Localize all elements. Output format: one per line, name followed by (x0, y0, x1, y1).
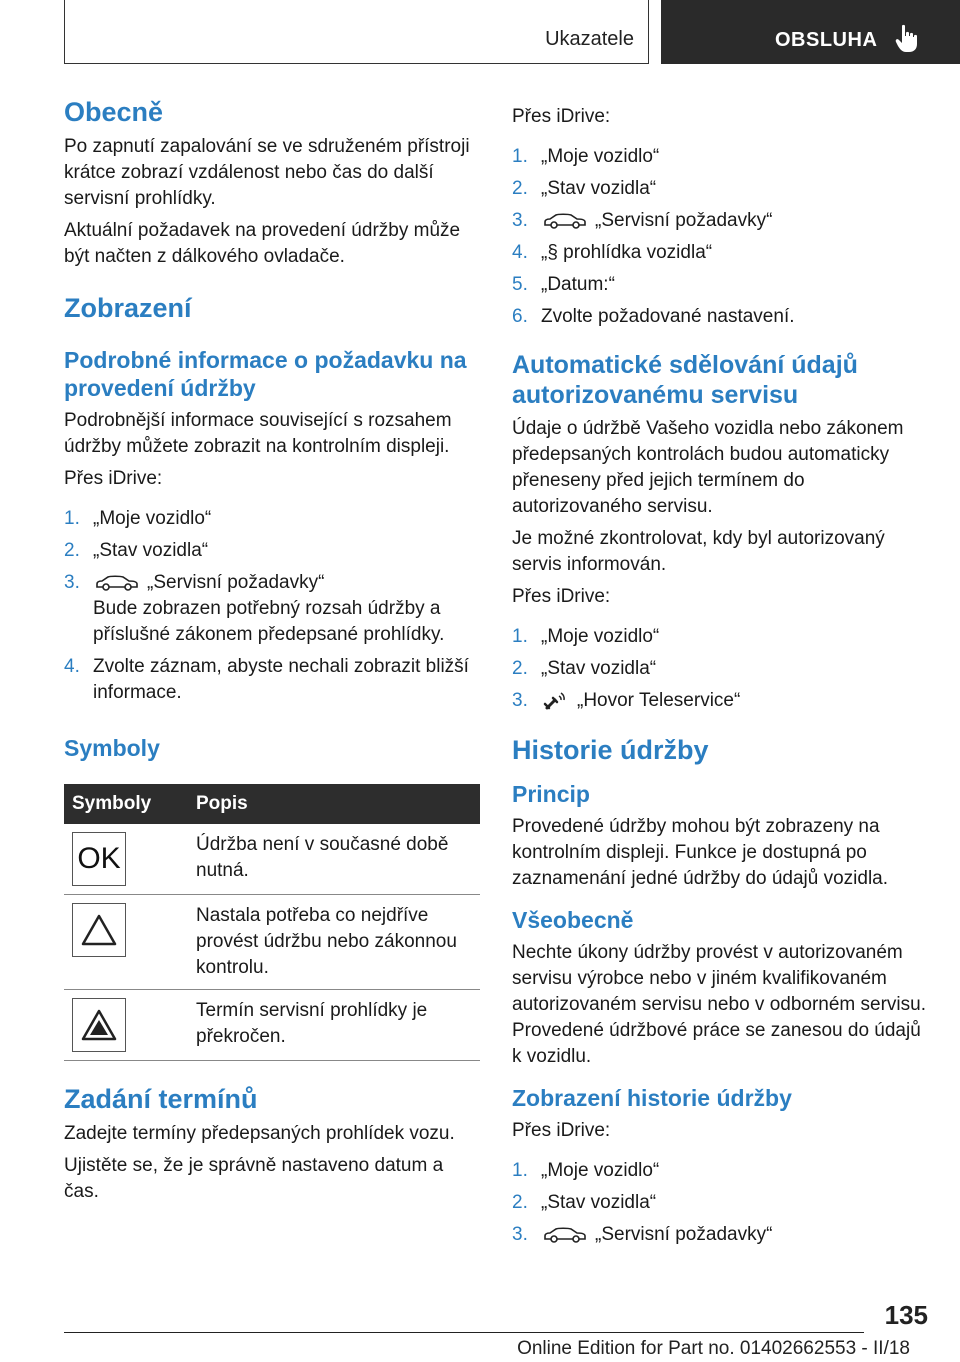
warning-triangle-filled-icon (72, 998, 126, 1052)
step-number: 3. (64, 572, 80, 593)
table-row (64, 990, 480, 1061)
para-obecne-1: Po zapnutí zapalování se ve sdruženém přístroji krátce zobrazí vzdálenost nebo čas do další servisní prohlídky. (64, 136, 470, 209)
pres-idrive: Přes iDrive: (512, 1120, 611, 1141)
para-vseobecne-2: Provedené údržbové práce se zanesou do údajů k vozidlu. (512, 1020, 921, 1067)
step-text: Zvolte požadované nastavení. (541, 306, 795, 327)
list-item (512, 240, 928, 266)
heading-zobrazeni-historie: Zobrazení historie údržby (512, 1085, 792, 1111)
table-cell: Nastala potřeba co nejdříve provést údržbu nebo zákonnou kontrolu. (188, 895, 480, 990)
step-text: „Moje vozidlo“ (541, 146, 660, 167)
step-number: 5. (512, 274, 528, 295)
step-number: 2. (64, 540, 80, 561)
list-item (512, 272, 928, 298)
right-column (512, 104, 928, 1254)
steps-list-right-3 (512, 1158, 928, 1248)
list-item (512, 1158, 928, 1184)
step-text: „Hovor Teleservice“ (577, 690, 741, 711)
para-zadani-1: Zadejte termíny předepsaných prohlídek vozu. (64, 1123, 455, 1144)
symbols-table (64, 784, 480, 1061)
step-number: 2. (512, 658, 528, 679)
step-text: „Datum:“ (541, 274, 615, 295)
step-number: 1. (64, 508, 80, 529)
footer-divider (64, 1332, 864, 1333)
step-number: 2. (512, 1192, 528, 1213)
step-number: 3. (512, 1224, 528, 1245)
heading-vseobecne: Všeobecně (512, 907, 634, 933)
car-icon (543, 1226, 587, 1244)
list-item (512, 656, 928, 682)
table-cell: Termín servisní prohlídky je překročen. (188, 990, 480, 1061)
list-item (512, 144, 928, 170)
list-item (64, 654, 480, 706)
table-cell: Údržba není v současné době nutná. (188, 824, 480, 895)
step-text: „Stav vozidla“ (541, 658, 657, 679)
table-header-popis: Popis (188, 784, 480, 824)
heading-automaticke: Automatické sdělování údajů autorizovanému servisu (512, 351, 858, 409)
list-item (512, 304, 928, 330)
list-item (512, 688, 928, 714)
heading-zadani: Zadání termínů (64, 1084, 258, 1114)
pres-idrive: Přes iDrive: (64, 468, 163, 489)
table-row (64, 895, 480, 990)
hand-pointer-icon (895, 24, 919, 54)
page-number: 135 (884, 1300, 928, 1330)
heading-historie: Historie údržby (512, 735, 709, 765)
para-obecne-2: Aktuální požadavek na provedení údržby může být načten z dálkového ovladače. (64, 220, 461, 267)
step-number: 4. (512, 242, 528, 263)
step-text: „Stav vozidla“ (541, 1192, 657, 1213)
step-number: 1. (512, 146, 528, 167)
step-text: „Stav vozidla“ (93, 540, 209, 561)
para-podrobne: Podrobnější informace související s rozsahem údržby můžete zobrazit na kontrolním displeji. (64, 410, 452, 457)
step-number: 1. (512, 626, 528, 647)
step-text: Zvolte záznam, abyste nechali zobrazit bližší informace. (93, 656, 469, 703)
step-subtext: Bude zobrazen potřebný rozsah údržby a příslušné zákonem předepsané prohlídky. (93, 598, 445, 645)
list-item (64, 506, 480, 532)
list-item (512, 1190, 928, 1216)
step-text: „Moje vozidlo“ (93, 508, 212, 529)
ok-symbol-text: OK (77, 842, 121, 875)
car-icon (543, 212, 587, 230)
heading-symboly: Symboly (64, 735, 160, 761)
para-auto-2: Je možné zkontrolovat, kdy byl autorizovaný servis informován. (512, 528, 885, 575)
step-text: „Servisní požadavky“ (147, 572, 325, 593)
step-text: „Moje vozidlo“ (541, 626, 660, 647)
list-item (512, 1222, 928, 1248)
list-item (64, 538, 480, 564)
step-number: 2. (512, 178, 528, 199)
edition-text: Online Edition for Part no. 01402662553 - II/18 (517, 1338, 910, 1359)
step-text: „Servisní požadavky“ (595, 210, 773, 231)
header-section-box (64, 0, 649, 64)
table-header-symboly: Symboly (64, 784, 188, 824)
ok-symbol-icon (72, 832, 126, 886)
list-item (64, 570, 480, 648)
step-number: 3. (512, 210, 528, 231)
heading-princip: Princip (512, 781, 590, 807)
step-text: „Moje vozidlo“ (541, 1160, 660, 1181)
teleservice-phone-icon (541, 690, 569, 712)
heading-zobrazeni: Zobrazení (64, 293, 192, 323)
section-title: Ukazatele (545, 28, 634, 50)
step-text: „Stav vozidla“ (541, 178, 657, 199)
list-item (512, 624, 928, 650)
steps-list-right-2 (512, 624, 928, 714)
step-text: „Servisní požadavky“ (595, 1224, 773, 1245)
step-number: 1. (512, 1160, 528, 1181)
step-number: 3. (512, 690, 528, 711)
warning-triangle-outline-icon (72, 903, 126, 957)
para-zadani-2: Ujistěte se, že je správně nastaveno datum a čas. (64, 1155, 444, 1202)
header-chapter-box (661, 0, 960, 64)
para-vseobecne-1: Nechte úkony údržby provést v autorizovaném servisu výrobce nebo v jiném kvalifikovaném autorizovaném servisu nebo v odborném servisu. (512, 942, 926, 1015)
steps-list-right-1 (512, 144, 928, 330)
step-number: 4. (64, 656, 80, 677)
chapter-title: OBSLUHA (775, 29, 878, 51)
heading-podrobne: Podrobné informace o požadavku na provedení údržby (64, 347, 467, 401)
table-row (64, 824, 480, 895)
step-number: 6. (512, 306, 528, 327)
pres-idrive: Přes iDrive: (512, 586, 611, 607)
para-princip: Provedené údržby mohou být zobrazeny na kontrolním displeji. Funkce je dostupná po zaznamenání jedné údržby do údajů vozidla. (512, 816, 889, 889)
para-auto-1: Údaje o údržbě Vašeho vozidla nebo zákonem předepsaných kontrolách budou automaticky přeneseny před jejich termínem do autorizovaného servisu. (512, 418, 904, 517)
left-column (64, 96, 480, 1205)
step-text: „§ prohlídka vozidla“ (541, 242, 713, 263)
car-icon (95, 574, 139, 592)
steps-list-left (64, 506, 480, 706)
pres-idrive: Přes iDrive: (512, 106, 611, 127)
list-item (512, 176, 928, 202)
list-item (512, 208, 928, 234)
heading-obecne: Obecně (64, 97, 164, 127)
